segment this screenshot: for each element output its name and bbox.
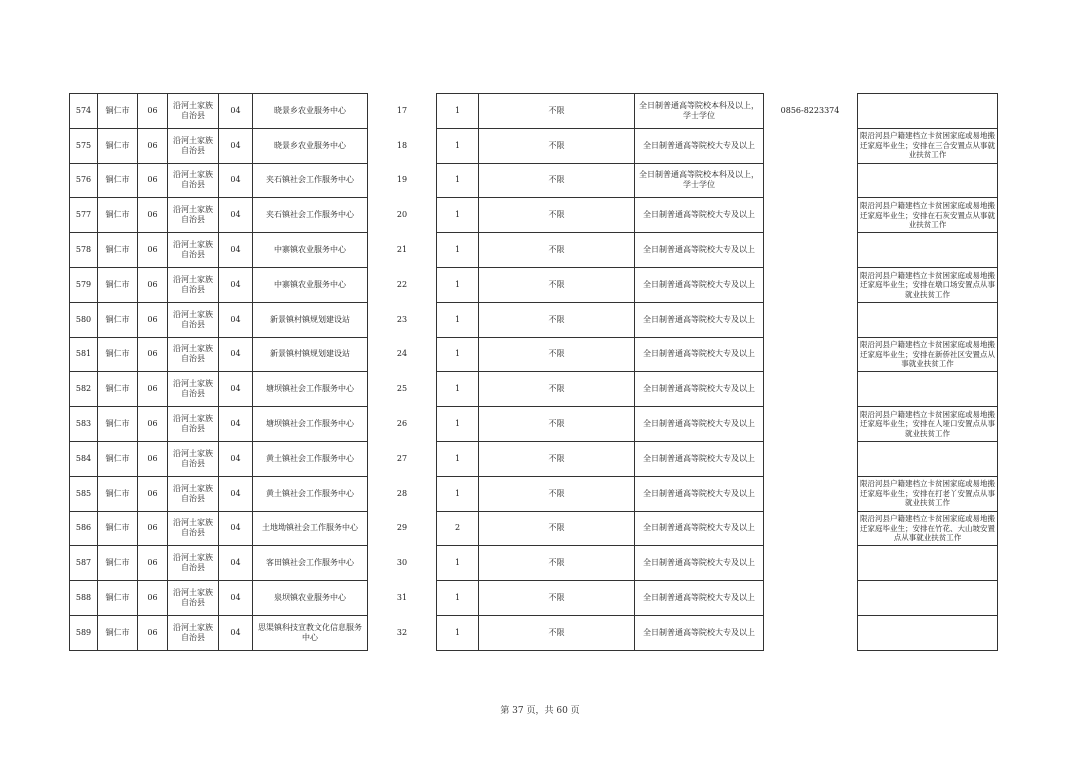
cell-code1: 06	[147, 627, 158, 637]
cell-unit: 塘坝镇社会工作服务中心	[266, 384, 354, 394]
cell-code1: 06	[147, 593, 158, 603]
cell-code2: 04	[230, 593, 241, 603]
cell-code1: 06	[147, 210, 158, 220]
page-footer: 第 37 页，共 60 页	[500, 706, 580, 716]
cell-unit: 中寨镇农业服务中心	[274, 245, 346, 255]
cell-city: 铜仁市	[105, 210, 130, 220]
cell-edu: 全日制普通高等院校大专及以上	[643, 453, 755, 463]
cell-county: 沿河土家族自治县	[173, 553, 213, 573]
cell-num: 1	[454, 175, 461, 185]
cell-pos: 23	[396, 314, 408, 324]
cell-num: 1	[454, 453, 461, 463]
cell-pos: 19	[396, 175, 408, 185]
cell-edu: 全日制普通高等院校大专及以上	[643, 523, 755, 533]
table-hline	[857, 650, 998, 651]
cell-seq: 576	[75, 175, 92, 185]
cell-unit: 客田镇社会工作服务中心	[266, 558, 354, 568]
cell-edu: 全日制普通高等院校大专及以上	[643, 488, 755, 498]
cell-num: 1	[454, 419, 461, 429]
cell-code1: 06	[147, 175, 158, 185]
cell-seq: 580	[75, 314, 92, 324]
cell-limit: 不限	[548, 105, 565, 115]
cell-city: 铜仁市	[105, 279, 130, 289]
cell-note: 限沿河县户籍建档立卡贫困家庭或易地搬迁家庭毕业生；安排在新侨社区安置点从事就业扶贫工作	[860, 340, 995, 369]
cell-pos: 27	[396, 453, 408, 463]
cell-city: 铜仁市	[105, 245, 130, 255]
cell-city: 铜仁市	[105, 419, 130, 429]
cell-num: 1	[454, 279, 461, 289]
cell-code2: 04	[230, 384, 241, 394]
cell-county: 沿河土家族自治县	[173, 100, 213, 120]
cell-pos: 31	[396, 593, 408, 603]
cell-edu: 全日制普通高等院校大专及以上	[643, 140, 755, 150]
cell-code1: 06	[147, 558, 158, 568]
cell-edu: 全日制普通高等院校大专及以上	[643, 593, 755, 603]
cell-num: 1	[454, 349, 461, 359]
cell-code2: 04	[230, 105, 241, 115]
cell-city: 铜仁市	[105, 523, 130, 533]
cell-county: 沿河土家族自治县	[173, 344, 213, 364]
cell-pos: 26	[396, 419, 408, 429]
cell-seq: 574	[75, 105, 92, 115]
cell-code2: 04	[230, 558, 241, 568]
cell-num: 1	[454, 314, 461, 324]
cell-pos: 24	[396, 349, 408, 359]
cell-unit: 塘坝镇社会工作服务中心	[266, 419, 354, 429]
cell-seq: 579	[75, 279, 92, 289]
table-hline	[436, 650, 764, 651]
cell-city: 铜仁市	[105, 175, 130, 185]
cell-note: 限沿河县户籍建档立卡贫困家庭或易地搬迁家庭毕业生；安排在石灰安置点从事就业扶贫工作	[860, 201, 995, 230]
cell-county: 沿河土家族自治县	[173, 518, 213, 538]
cell-city: 铜仁市	[105, 140, 130, 150]
cell-limit: 不限	[548, 627, 565, 637]
cell-code2: 04	[230, 245, 241, 255]
cell-num: 1	[454, 210, 461, 220]
cell-city: 铜仁市	[105, 105, 130, 115]
cell-pos: 20	[396, 210, 408, 220]
cell-code2: 04	[230, 488, 241, 498]
cell-num: 1	[454, 558, 461, 568]
cell-code2: 04	[230, 314, 241, 324]
cell-code1: 06	[147, 419, 158, 429]
cell-note: 限沿河县户籍建档立卡贫困家庭或易地搬迁家庭毕业生；安排在人垭口安置点从事就业扶贫工作	[860, 409, 995, 438]
cell-county: 沿河土家族自治县	[173, 309, 213, 329]
cell-code2: 04	[230, 175, 241, 185]
cell-pos: 22	[396, 279, 408, 289]
cell-limit: 不限	[548, 419, 565, 429]
cell-pos: 29	[396, 523, 408, 533]
cell-note: 限沿河县户籍建档立卡贫困家庭或易地搬迁家庭毕业生；安排在竹花、大山坡安置点从事就业扶贫工作	[860, 514, 995, 543]
cell-limit: 不限	[548, 140, 565, 150]
cell-unit: 晓景乡农业服务中心	[274, 140, 346, 150]
cell-unit: 泉坝镇农业服务中心	[274, 593, 346, 603]
cell-code2: 04	[230, 627, 241, 637]
table-hline	[857, 163, 998, 164]
cell-edu: 全日制普通高等院校大专及以上	[643, 210, 755, 220]
cell-limit: 不限	[548, 175, 565, 185]
cell-edu: 全日制普通高等院校大专及以上	[643, 627, 755, 637]
cell-code1: 06	[147, 488, 158, 498]
cell-note: 限沿河县户籍建档立卡贫困家庭或易地搬迁家庭毕业生；安排在打老丫安置点从事就业扶贫工作	[860, 479, 995, 508]
cell-num: 1	[454, 384, 461, 394]
cell-unit: 新景镇村镇规划建设站	[270, 349, 350, 359]
cell-city: 铜仁市	[105, 593, 130, 603]
cell-code2: 04	[230, 453, 241, 463]
cell-limit: 不限	[548, 384, 565, 394]
cell-seq: 581	[75, 349, 92, 359]
cell-unit: 新景镇村镇规划建设站	[270, 314, 350, 324]
cell-city: 铜仁市	[105, 453, 130, 463]
table-hline	[857, 93, 998, 94]
cell-unit: 黄土镇社会工作服务中心	[266, 488, 354, 498]
cell-seq: 584	[75, 453, 92, 463]
cell-limit: 不限	[548, 453, 565, 463]
cell-city: 铜仁市	[105, 558, 130, 568]
cell-pos: 18	[396, 140, 408, 150]
contact-phone: 0856-8223374	[780, 105, 840, 115]
cell-limit: 不限	[548, 314, 565, 324]
cell-edu: 全日制普通高等院校大专及以上	[643, 314, 755, 324]
cell-num: 2	[454, 523, 461, 533]
cell-code1: 06	[147, 453, 158, 463]
table-hline	[857, 441, 998, 442]
cell-num: 1	[454, 488, 461, 498]
cell-city: 铜仁市	[105, 384, 130, 394]
cell-unit: 思渠镇科技宣教文化信息服务中心	[258, 622, 362, 642]
cell-edu: 全日制普通高等院校本科及以上，学士学位	[639, 170, 759, 190]
cell-pos: 28	[396, 488, 408, 498]
cell-seq: 589	[75, 627, 92, 637]
cell-num: 1	[454, 140, 461, 150]
cell-county: 沿河土家族自治县	[173, 588, 213, 608]
cell-code2: 04	[230, 349, 241, 359]
cell-edu: 全日制普通高等院校大专及以上	[643, 419, 755, 429]
cell-num: 1	[454, 593, 461, 603]
cell-limit: 不限	[548, 245, 565, 255]
cell-pos: 25	[396, 384, 408, 394]
cell-city: 铜仁市	[105, 349, 130, 359]
cell-county: 沿河土家族自治县	[173, 448, 213, 468]
cell-note: 限沿河县户籍建档立卡贫困家庭或易地搬迁家庭毕业生；安排在三合安置点从事就业扶贫工作	[860, 131, 995, 160]
cell-unit: 土地坳镇社会工作服务中心	[262, 523, 358, 533]
cell-city: 铜仁市	[105, 314, 130, 324]
cell-edu: 全日制普通高等院校大专及以上	[643, 349, 755, 359]
cell-pos: 17	[396, 105, 408, 115]
cell-code1: 06	[147, 245, 158, 255]
cell-pos: 32	[396, 627, 408, 637]
cell-code1: 06	[147, 523, 158, 533]
table-hline	[857, 580, 998, 581]
cell-seq: 577	[75, 210, 92, 220]
cell-county: 沿河土家族自治县	[173, 483, 213, 503]
cell-limit: 不限	[548, 349, 565, 359]
cell-city: 铜仁市	[105, 627, 130, 637]
cell-city: 铜仁市	[105, 488, 130, 498]
table-hline	[857, 302, 998, 303]
cell-edu: 全日制普通高等院校本科及以上，学士学位	[639, 100, 759, 120]
cell-code1: 06	[147, 384, 158, 394]
cell-limit: 不限	[548, 523, 565, 533]
cell-county: 沿河土家族自治县	[173, 240, 213, 260]
cell-seq: 587	[75, 558, 92, 568]
cell-seq: 588	[75, 593, 92, 603]
cell-pos: 21	[396, 245, 408, 255]
cell-seq: 585	[75, 488, 92, 498]
cell-code1: 06	[147, 140, 158, 150]
cell-county: 沿河土家族自治县	[173, 414, 213, 434]
cell-seq: 578	[75, 245, 92, 255]
cell-limit: 不限	[548, 558, 565, 568]
cell-code2: 04	[230, 523, 241, 533]
cell-note: 限沿河县户籍建档立卡贫困家庭或易地搬迁家庭毕业生；安排在墩口场安置点从事就业扶贫工作	[860, 270, 995, 299]
cell-seq: 586	[75, 523, 92, 533]
cell-limit: 不限	[548, 279, 565, 289]
cell-edu: 全日制普通高等院校大专及以上	[643, 279, 755, 289]
cell-seq: 583	[75, 419, 92, 429]
cell-county: 沿河土家族自治县	[173, 622, 213, 642]
cell-code2: 04	[230, 210, 241, 220]
cell-unit: 中寨镇农业服务中心	[274, 279, 346, 289]
cell-edu: 全日制普通高等院校大专及以上	[643, 558, 755, 568]
cell-unit: 晓景乡农业服务中心	[274, 105, 346, 115]
cell-unit: 夹石镇社会工作服务中心	[266, 210, 354, 220]
cell-code2: 04	[230, 419, 241, 429]
cell-limit: 不限	[548, 210, 565, 220]
cell-county: 沿河土家族自治县	[173, 170, 213, 190]
cell-pos: 30	[396, 558, 408, 568]
cell-edu: 全日制普通高等院校大专及以上	[643, 245, 755, 255]
cell-county: 沿河土家族自治县	[173, 205, 213, 225]
cell-county: 沿河土家族自治县	[173, 379, 213, 399]
table-hline	[69, 650, 368, 651]
cell-code1: 06	[147, 314, 158, 324]
cell-edu: 全日制普通高等院校大专及以上	[643, 384, 755, 394]
cell-num: 1	[454, 627, 461, 637]
cell-unit: 黄土镇社会工作服务中心	[266, 453, 354, 463]
cell-limit: 不限	[548, 488, 565, 498]
cell-num: 1	[454, 105, 461, 115]
cell-seq: 575	[75, 140, 92, 150]
cell-code1: 06	[147, 279, 158, 289]
cell-code1: 06	[147, 105, 158, 115]
cell-seq: 582	[75, 384, 92, 394]
cell-limit: 不限	[548, 593, 565, 603]
cell-code2: 04	[230, 279, 241, 289]
table-hline	[857, 615, 998, 616]
cell-county: 沿河土家族自治县	[173, 274, 213, 294]
cell-code2: 04	[230, 140, 241, 150]
cell-county: 沿河土家族自治县	[173, 135, 213, 155]
cell-num: 1	[454, 245, 461, 255]
cell-code1: 06	[147, 349, 158, 359]
cell-unit: 夹石镇社会工作服务中心	[266, 175, 354, 185]
